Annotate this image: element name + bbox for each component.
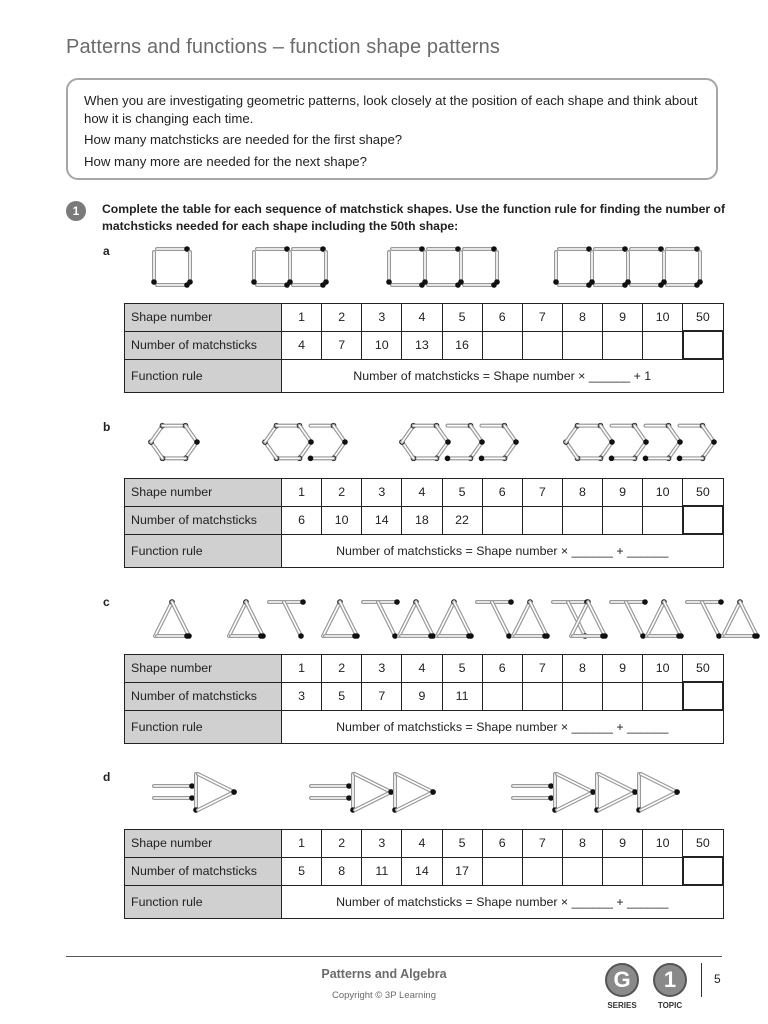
answer-cell[interactable]	[522, 682, 562, 710]
shape-number-cell: 7	[522, 479, 562, 507]
shape-number-cell: 3	[362, 655, 402, 683]
match-head	[609, 439, 615, 445]
shape-number-cell: 2	[322, 655, 362, 683]
matchsticks-row	[125, 857, 724, 885]
shape-number-cell: 10	[643, 830, 683, 858]
answer-cell[interactable]	[683, 331, 723, 359]
match-head	[187, 279, 193, 285]
answer-cell[interactable]	[482, 857, 522, 885]
matchsticks-cell: 22	[442, 506, 482, 534]
match-head	[643, 456, 649, 462]
function-rule-row	[125, 359, 724, 393]
shape-number-row	[125, 655, 724, 683]
shape-number-cell: 6	[482, 479, 522, 507]
shape-number-cell: 10	[643, 304, 683, 332]
topic-label: TOPIC	[657, 1001, 683, 1010]
matchsticks-cell: 3	[282, 682, 322, 710]
shape-number-cell: 6	[482, 830, 522, 858]
answer-cell[interactable]	[643, 506, 683, 534]
matchsticks-cell: 10	[322, 506, 362, 534]
shape-number-row	[125, 304, 724, 332]
shape-number-cell: 3	[362, 830, 402, 858]
shape-number-cell: 3	[362, 479, 402, 507]
match-head	[422, 279, 428, 285]
answer-cell[interactable]	[522, 331, 562, 359]
match-head	[342, 439, 348, 445]
row-label: Function rule	[125, 885, 282, 919]
answer-cell[interactable]	[643, 857, 683, 885]
row-label: Number of matchsticks	[125, 506, 282, 534]
shape-number-cell: 8	[562, 304, 602, 332]
match-head	[508, 599, 514, 605]
footer-divider	[66, 956, 722, 957]
matchsticks-cell: 10	[362, 331, 402, 359]
shape-number-row	[125, 479, 724, 507]
match-head	[189, 783, 195, 789]
shape-number-cell: 1	[282, 830, 322, 858]
match-head	[352, 633, 358, 639]
match-head	[298, 633, 304, 639]
shape-number-cell: 9	[603, 304, 643, 332]
matchsticks-cell: 8	[322, 857, 362, 885]
question-text: Complete the table for each sequence of matchstick shapes. Use the function rule for finding the number of matchsticks needed for each shape including the 50th shape:	[102, 202, 726, 233]
match-head	[553, 279, 559, 285]
shape-number-row	[125, 830, 724, 858]
answer-cell[interactable]	[482, 682, 522, 710]
match-head	[642, 599, 648, 605]
row-label: Shape number	[125, 655, 282, 683]
matchsticks-cell: 11	[362, 857, 402, 885]
match-head	[548, 783, 554, 789]
row-label: Shape number	[125, 304, 282, 332]
shape-number-cell: 7	[522, 655, 562, 683]
matchstick-hexagons-illustration	[0, 416, 768, 472]
info-box	[66, 78, 718, 180]
match-head	[430, 789, 436, 795]
shape-number-cell: 1	[282, 655, 322, 683]
match-head	[184, 633, 190, 639]
match-head	[479, 439, 485, 445]
shape-number-cell: 50	[683, 655, 723, 683]
matchsticks-cell: 7	[322, 331, 362, 359]
shape-number-cell: 10	[643, 655, 683, 683]
answer-cell[interactable]	[482, 331, 522, 359]
shape-number-cell: 7	[522, 830, 562, 858]
shape-number-cell: 3	[362, 304, 402, 332]
match-head	[609, 456, 615, 462]
matchsticks-cell: 5	[322, 682, 362, 710]
answer-cell[interactable]	[603, 331, 643, 359]
shape-number-cell: 6	[482, 304, 522, 332]
matchsticks-cell: 17	[442, 857, 482, 885]
match-head	[632, 789, 638, 795]
match-head	[600, 633, 606, 639]
match-head	[590, 789, 596, 795]
matchsticks-row	[125, 682, 724, 710]
shape-number-cell: 5	[442, 479, 482, 507]
match-head	[300, 599, 306, 605]
shape-number-cell: 50	[683, 830, 723, 858]
answer-cell[interactable]	[522, 857, 562, 885]
page-number: 5	[714, 972, 721, 986]
matchstick-arrows-illustration	[0, 766, 768, 818]
part-label-a: a	[103, 244, 110, 258]
match-head	[392, 633, 398, 639]
part-label-d: d	[103, 770, 111, 784]
matchsticks-cell: 14	[402, 857, 442, 885]
match-head	[458, 279, 464, 285]
match-head	[287, 279, 293, 285]
match-head	[752, 633, 758, 639]
match-head	[711, 439, 717, 445]
shape-number-cell: 2	[322, 304, 362, 332]
matchsticks-cell: 16	[442, 331, 482, 359]
row-label: Number of matchsticks	[125, 331, 282, 359]
shape-number-cell: 9	[603, 655, 643, 683]
answer-cell[interactable]	[603, 682, 643, 710]
shape-number-cell: 2	[322, 479, 362, 507]
answer-cell[interactable]	[683, 857, 723, 885]
match-head	[231, 789, 237, 795]
row-label: Shape number	[125, 830, 282, 858]
match-head	[677, 439, 683, 445]
answer-cell[interactable]	[603, 857, 643, 885]
answer-cell[interactable]	[603, 506, 643, 534]
shape-number-cell: 7	[522, 304, 562, 332]
function-table-c	[124, 654, 724, 744]
info-line: How many more are needed for the next shape?	[84, 153, 367, 169]
match-head	[428, 633, 434, 639]
shape-number-cell: 8	[562, 830, 602, 858]
shape-number-cell: 5	[442, 304, 482, 332]
matchstick-squares-illustration	[0, 242, 768, 294]
answer-cell[interactable]	[562, 857, 602, 885]
shape-number-cell: 6	[482, 655, 522, 683]
match-head	[251, 279, 257, 285]
answer-cell[interactable]	[643, 331, 683, 359]
question-number: 1	[66, 201, 86, 221]
match-head	[388, 789, 394, 795]
matchsticks-cell: 18	[402, 506, 442, 534]
matchsticks-cell: 4	[282, 331, 322, 359]
match-head	[506, 633, 512, 639]
matchsticks-cell: 9	[402, 682, 442, 710]
shape-number-cell: 4	[402, 479, 442, 507]
shape-number-cell: 50	[683, 479, 723, 507]
footer-separator	[701, 963, 702, 997]
shape-number-cell: 4	[402, 655, 442, 683]
matchsticks-row	[125, 506, 724, 534]
matchsticks-cell: 11	[442, 682, 482, 710]
matchsticks-cell: 13	[402, 331, 442, 359]
match-head	[716, 633, 722, 639]
shape-number-cell: 9	[603, 830, 643, 858]
match-head	[625, 279, 631, 285]
answer-cell[interactable]	[683, 682, 723, 710]
answer-cell[interactable]	[643, 682, 683, 710]
shape-number-cell: 50	[683, 304, 723, 332]
part-label-c: c	[103, 595, 110, 609]
match-head	[674, 789, 680, 795]
function-table-b	[124, 478, 724, 568]
matchsticks-cell: 5	[282, 857, 322, 885]
info-line: How many matchsticks are needed for the first shape?	[84, 132, 403, 147]
function-rule-cell[interactable]: Number of matchsticks = Shape number × ______ + ______	[282, 534, 724, 568]
row-label: Number of matchsticks	[125, 857, 282, 885]
matchsticks-cell: 14	[362, 506, 402, 534]
match-head	[346, 795, 352, 801]
match-head	[589, 279, 595, 285]
topic-badge: 1	[653, 963, 687, 997]
match-head	[718, 599, 724, 605]
function-table-a	[124, 303, 724, 393]
answer-cell[interactable]	[562, 331, 602, 359]
series-label: SERIES	[607, 1001, 637, 1010]
match-head	[445, 439, 451, 445]
function-rule-row	[125, 710, 724, 744]
row-label: Function rule	[125, 710, 282, 744]
match-head	[494, 279, 500, 285]
function-rule-row	[125, 885, 724, 919]
answer-cell[interactable]	[522, 506, 562, 534]
series-badge: G	[605, 963, 639, 997]
answer-cell[interactable]	[683, 506, 723, 534]
match-head	[548, 795, 554, 801]
shape-number-cell: 2	[322, 830, 362, 858]
function-rule-row	[125, 534, 724, 568]
match-head	[323, 279, 329, 285]
function-table-d	[124, 829, 724, 919]
match-head	[661, 279, 667, 285]
info-line: When you are investigating geometric patterns, look closely at the position of each shape and think about how it is changing each time.	[84, 93, 698, 126]
matchstick-triangles-illustration	[0, 594, 768, 646]
match-head	[676, 633, 682, 639]
row-label: Number of matchsticks	[125, 682, 282, 710]
shape-number-cell: 4	[402, 830, 442, 858]
answer-cell[interactable]	[562, 506, 602, 534]
row-label: Shape number	[125, 479, 282, 507]
match-head	[386, 279, 392, 285]
match-head	[258, 633, 264, 639]
part-label-b: b	[103, 420, 111, 434]
answer-cell[interactable]	[562, 682, 602, 710]
shape-number-cell: 5	[442, 655, 482, 683]
match-head	[308, 456, 314, 462]
function-rule-cell[interactable]: Number of matchsticks = Shape number × ______ + 1	[282, 359, 724, 393]
match-head	[394, 599, 400, 605]
match-head	[542, 633, 548, 639]
match-head	[151, 279, 157, 285]
footer-book-title: Patterns and Algebra	[321, 967, 447, 981]
matchsticks-cell: 6	[282, 506, 322, 534]
match-head	[479, 456, 485, 462]
shape-number-cell: 10	[643, 479, 683, 507]
match-head	[677, 456, 683, 462]
match-head	[697, 279, 703, 285]
match-head	[643, 439, 649, 445]
match-head	[445, 456, 451, 462]
shape-number-cell: 4	[402, 304, 442, 332]
row-label: Function rule	[125, 359, 282, 393]
answer-cell[interactable]	[482, 506, 522, 534]
function-rule-cell[interactable]: Number of matchsticks = Shape number × ______ + ______	[282, 710, 724, 744]
shape-number-cell: 1	[282, 304, 322, 332]
function-rule-cell[interactable]: Number of matchsticks = Shape number × ______ + ______	[282, 885, 724, 919]
match-head	[346, 783, 352, 789]
shape-number-cell: 5	[442, 830, 482, 858]
shape-number-cell: 8	[562, 479, 602, 507]
shape-number-cell: 1	[282, 479, 322, 507]
row-label: Function rule	[125, 534, 282, 568]
shape-number-cell: 8	[562, 655, 602, 683]
footer-copyright: Copyright © 3P Learning	[332, 990, 436, 1001]
match-head	[513, 439, 519, 445]
page-title: Patterns and functions – function shape patterns	[66, 36, 500, 58]
shape-number-cell: 9	[603, 479, 643, 507]
match-head	[466, 633, 472, 639]
matchsticks-cell: 7	[362, 682, 402, 710]
match-head	[308, 439, 314, 445]
match-head	[640, 633, 646, 639]
match-head	[194, 439, 200, 445]
match-head	[189, 795, 195, 801]
matchsticks-row	[125, 331, 724, 359]
